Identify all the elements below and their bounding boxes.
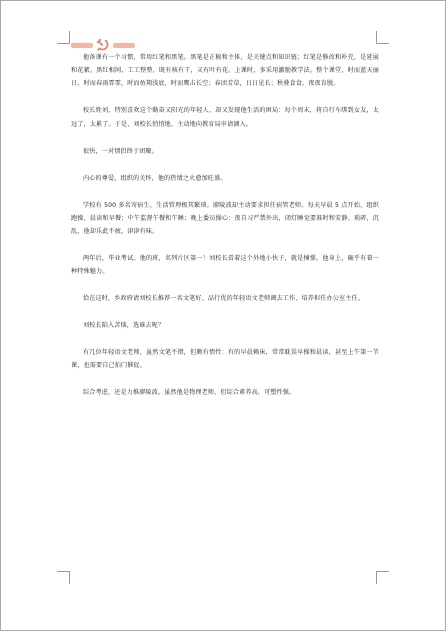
paragraph: 学校有 500 多名寄宿生，生活管理极其繁琐。廖陵波却主动要求担任宿管老师。每天早晨 5 点开始，组织跑操、晨读和早餐；中午监督午餐和午睡；晚上委员操心：夜自习严禁外出，闭灯睡觉要准时和安静。琐碎，沉乱，他却乐此不疲，津津有味。 — [71, 201, 379, 236]
document-body — [71, 51, 379, 400]
crop-mark-bottom-right — [376, 571, 389, 584]
paragraph: 很快，一对情侣终于团聚。 — [83, 147, 158, 155]
paragraph: 两年后，毕业考试。他的班，名列片区第一！刘校长看着这个外地小伙子，就是憧憬。他身上，确乎有着一种特殊魅力。 — [71, 255, 379, 276]
paragraph: 校长姓刘，特别喜欢这个勤奋又阳光的年轻人，却又发现他生活的困局：每个周末，将自行车绑到女友，太远了，太累了。于是，刘校长悄悄地、主动地向教育局申请调入。 — [71, 107, 379, 128]
paragraph: 刘校长陷入苦恼，选谁去呢？ — [83, 322, 165, 330]
paragraph: 综合考虑，还是力推廖陵波。虽然他是物理老师，但综合素养高，可塑性强。 — [83, 389, 296, 397]
header-deco-line-right — [113, 43, 135, 48]
crop-mark-top-left — [57, 31, 70, 44]
paragraph: 内心的尊爱，组织的关怀，他的热情之火愈加旺盛。 — [83, 174, 227, 182]
header-decoration — [71, 39, 135, 51]
paragraph: 有几位年轻语文老师，虽然文笔不错，但颇有惰性：有的早晨赖床，常常耽误早操和晨读，甚至上午第一节课，也需要自己拍门催促。 — [71, 349, 379, 370]
hammer-sickle-icon — [96, 38, 110, 52]
crop-mark-bottom-left — [57, 571, 70, 584]
paragraph: 恰在这时，乡政府请刘校长推荐一名文笔好、品行优的年轻语文老师调去工作，培养担任办公室主任。 — [83, 295, 364, 303]
crop-mark-top-right — [376, 31, 389, 44]
header-deco-line-left — [71, 43, 93, 48]
paragraph: 他备课有一个习惯，常用红笔和黑笔。黑笔是正稿和主体，是关键点和知识链；红笔是修改和补充，是延展和花絮。黑红相间，工工整整，既有核有干，又有叶有花。上课时，多采用激励教学法。整个课堂，时而蓝天丽日，时而春雨霏霏，时而鱼翔浅底，时而鹰击长空；春团芳草，日日见长；秋叠食食，夜夜育脱。 — [71, 54, 379, 88]
